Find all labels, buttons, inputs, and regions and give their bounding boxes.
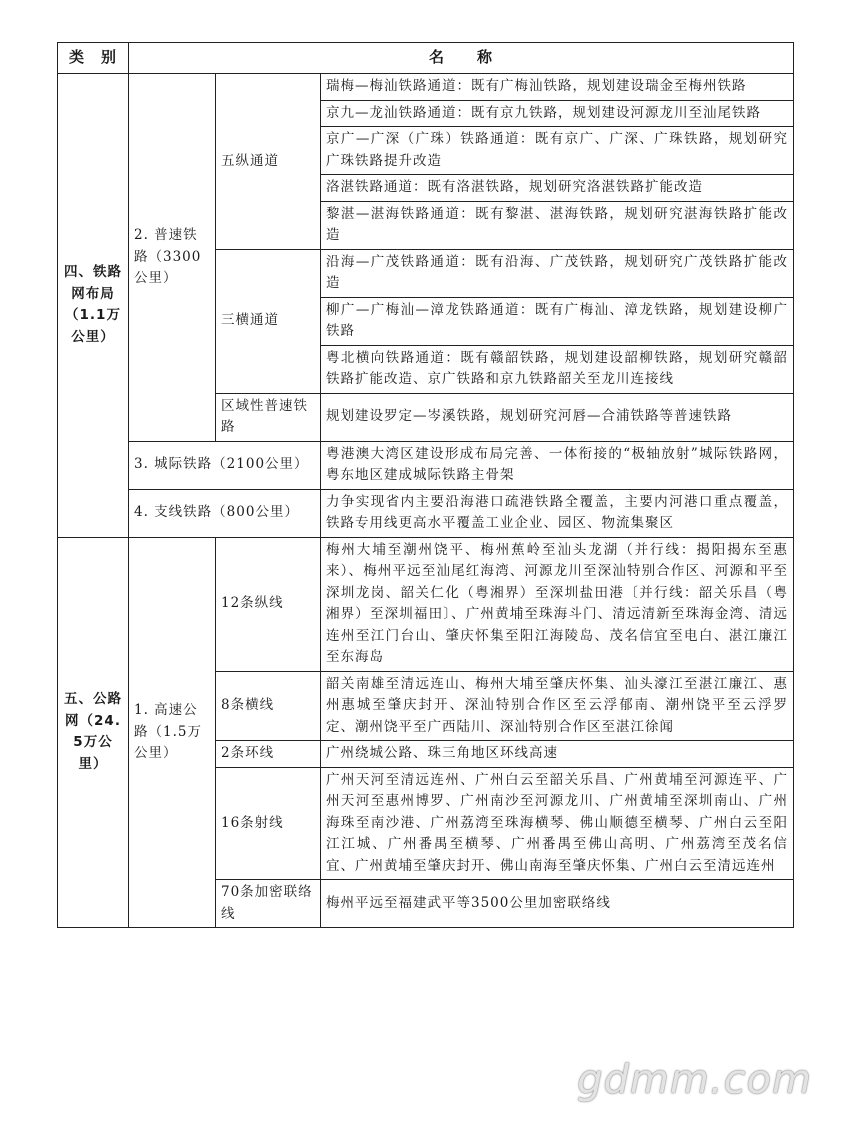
list-item: 黎湛—湛海铁路通道：既有黎湛、湛海铁路，规划研究湛海铁路扩能改造 xyxy=(321,201,794,249)
group-16-radial: 16条射线 xyxy=(216,767,321,880)
group-12-vertical: 12条纵线 xyxy=(216,537,321,671)
list-item: 粤北横向铁路通道：既有赣韶铁路，规划建设韶柳铁路，规划研究赣韶铁路扩能改造、京广铁路和京九铁路韶关至龙川连接线 xyxy=(321,345,794,393)
table-row xyxy=(58,489,794,537)
group-regional-railway: 区域性普速铁路 xyxy=(216,393,321,441)
table-row xyxy=(58,537,794,671)
list-item: 粤港澳大湾区建设形成布局完善、一体衔接的“极轴放射”城际铁路网，粤东地区建成城际铁路主骨架 xyxy=(321,441,794,489)
group-2-ring: 2条环线 xyxy=(216,741,321,768)
header-row xyxy=(58,43,794,74)
category-railway: 四、铁路网布局（1.1万公里） xyxy=(58,74,129,538)
group-70-connector: 70条加密联络线 xyxy=(216,880,321,928)
list-item: 瑞梅—梅汕铁路通道：既有广梅汕铁路，规划建设瑞金至梅州铁路 xyxy=(321,74,794,101)
list-item: 京广—广深（广珠）铁路通道：既有京广、广深、广珠铁路，规划研究广珠铁路提升改造 xyxy=(321,127,794,175)
list-item: 梅州大埔至潮州饶平、梅州蕉岭至汕头龙湖（并行线：揭阳揭东至惠来）、梅州平远至汕尾红海湾、河源龙川至深汕特别合作区、河源和平至深圳龙岗、韶关仁化（粤湘界）至深圳盐田港〔并行线：韶关乐昌（粤湘界）至深圳福田〕、广州黄埔至珠海斗门、清远清新至珠海金湾、清远连州至江门台山、肇庆怀集至阳江海陵岛、茂名信宜至电白、湛江廉江至东海岛 xyxy=(321,537,794,671)
table-row xyxy=(58,441,794,489)
group-8-horizontal: 8条横线 xyxy=(216,671,321,741)
list-item: 柳广—广梅汕—漳龙铁路通道：既有广梅汕、漳龙铁路，规划建设柳广铁路 xyxy=(321,297,794,345)
subcategory-expressway: 1. 高速公路（1.5万公里） xyxy=(129,537,216,928)
category-highway: 五、公路网（24.5万公里） xyxy=(58,537,129,928)
list-item: 韶关南雄至清远连山、梅州大埔至肇庆怀集、汕头濠江至湛江廉江、惠州惠城至肇庆封开、深汕特别合作区至云浮郁南、潮州饶平至云浮罗定、潮州饶平至广西陆川、深汕特别合作区至湛江徐闻 xyxy=(321,671,794,741)
list-item: 京九—龙汕铁路通道：既有京九铁路，规划建设河源龙川至汕尾铁路 xyxy=(321,100,794,127)
group-five-vertical: 五纵通道 xyxy=(216,74,321,250)
list-item: 沿海—广茂铁路通道：既有沿海、广茂铁路，规划研究广茂铁路扩能改造 xyxy=(321,249,794,297)
list-item: 规划建设罗定—岑溪铁路，规划研究河唇—合浦铁路等普速铁路 xyxy=(321,393,794,441)
subcategory-ordinary-railway: 2. 普速铁路（3300公里） xyxy=(129,74,216,442)
planning-table xyxy=(57,42,794,928)
header-category: 类 别 xyxy=(58,43,129,74)
list-item: 广州天河至清远连州、广州白云至韶关乐昌、广州黄埔至河源连平、广州天河至惠州博罗、广州南沙至河源龙川、广州黄埔至深圳南山、广州海珠至南沙港、广州荔湾至珠海横琴、佛山顺德至横琴、广州白云至阳江江城、广州番禺至横琴、广州番禺至佛山高明、广州荔湾至茂名信宜、广州黄埔至肇庆封开、佛山南海至肇庆怀集、广州白云至清远连州 xyxy=(321,767,794,880)
list-item: 洛湛铁路通道：既有洛湛铁路，规划研究洛湛铁路扩能改造 xyxy=(321,175,794,202)
list-item: 梅州平远至福建武平等3500公里加密联络线 xyxy=(321,880,794,928)
list-item: 广州绕城公路、珠三角地区环线高速 xyxy=(321,741,794,768)
site-watermark: gdmm.com xyxy=(577,1057,812,1103)
subcategory-branch-railway: 4. 支线铁路（800公里） xyxy=(129,489,321,537)
table-row xyxy=(58,74,794,101)
header-name: 名 称 xyxy=(129,43,794,74)
group-three-horizontal: 三横通道 xyxy=(216,249,321,393)
list-item: 力争实现省内主要沿海港口疏港铁路全覆盖，主要内河港口重点覆盖，铁路专用线更高水平覆盖工业企业、园区、物流集聚区 xyxy=(321,489,794,537)
subcategory-intercity-railway: 3. 城际铁路（2100公里） xyxy=(129,441,321,489)
